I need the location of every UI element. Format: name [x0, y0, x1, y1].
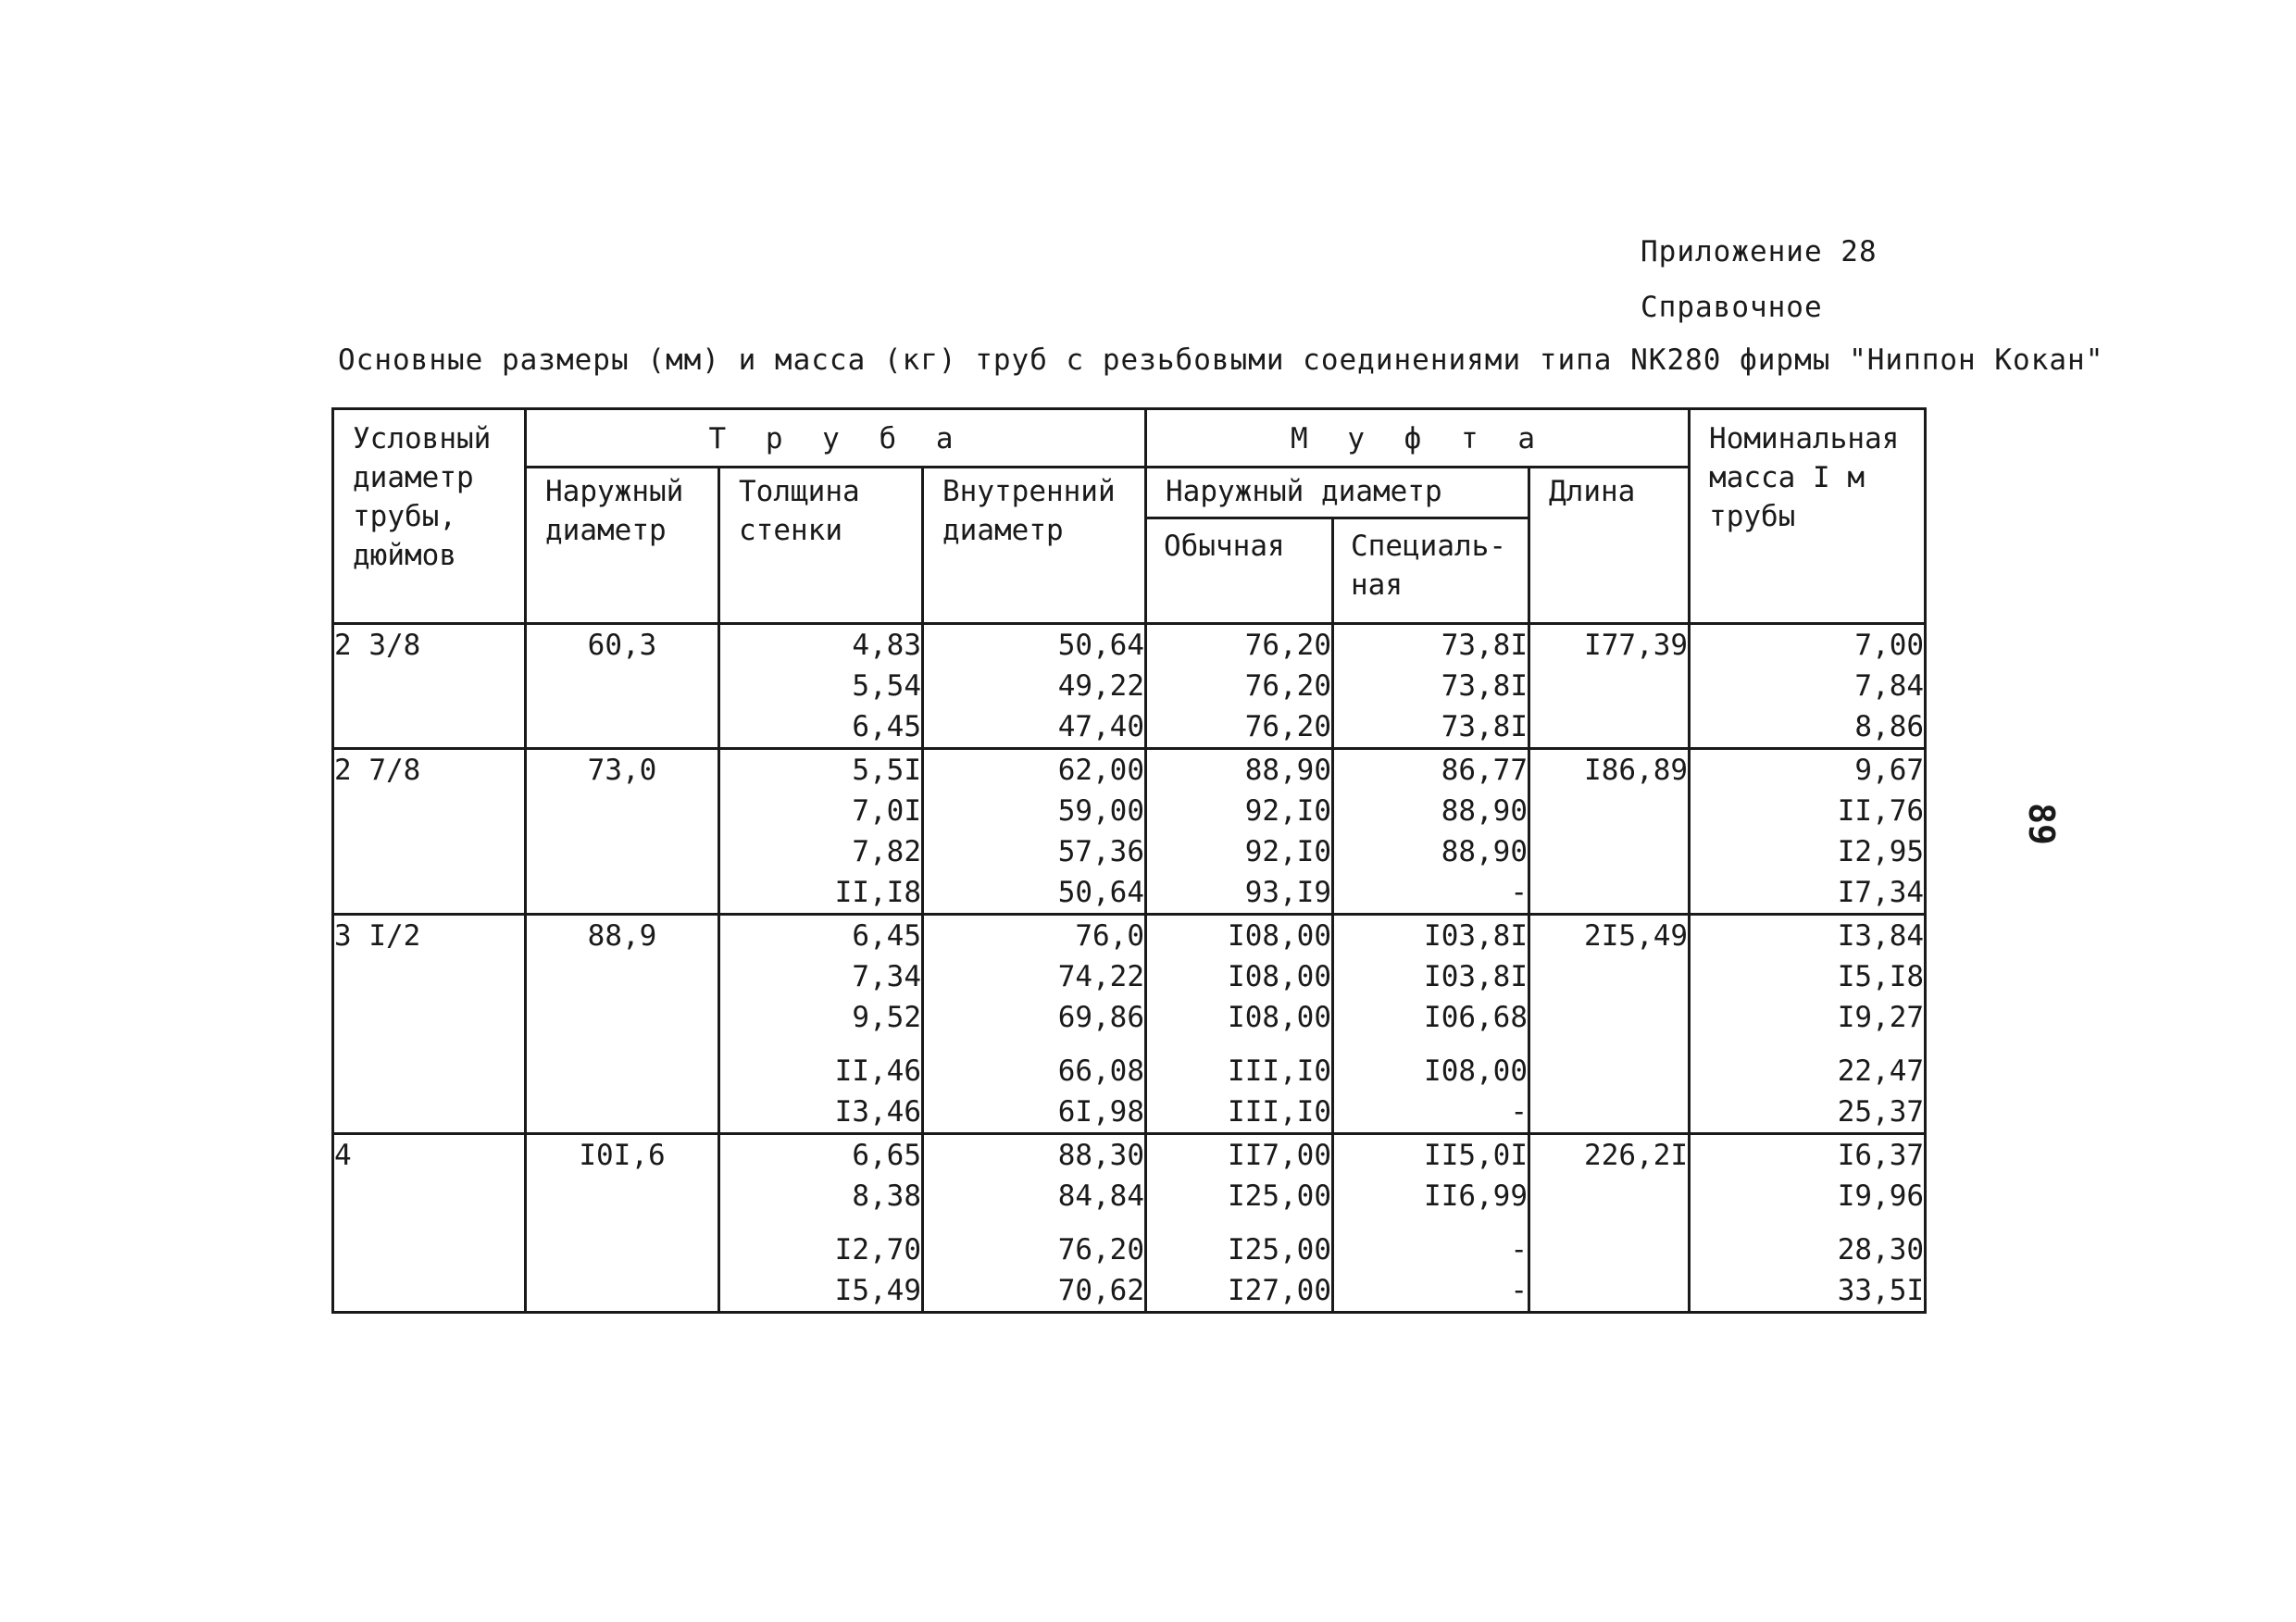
cell-nominal-mass-value: I2,95: [1837, 835, 1925, 868]
cell-coupling-special: [1333, 915, 1529, 1134]
cell-coupling-regular-value: I25,00: [1228, 1233, 1332, 1266]
col-group-pipe: Т р у б а: [526, 409, 1146, 468]
cell-nominal-mass: [1690, 624, 1926, 749]
cell-inner-diameter-value: 57,36: [1057, 835, 1145, 868]
cell-coupling-regular-value: I27,00: [1228, 1274, 1332, 1307]
cell-nominal-mass-value: I3,84: [1837, 919, 1925, 953]
table-row: [333, 915, 1926, 1134]
cell-inner-diameter: [923, 1134, 1146, 1313]
cell-outer-diameter: I0I,6: [526, 1134, 719, 1313]
cell-coupling-special-value: I06,68: [1424, 1001, 1529, 1034]
cell-coupling-regular: [1146, 915, 1333, 1134]
cell-coupling-length: 2I5,49: [1529, 915, 1690, 1134]
cell-nominal-diameter: 3 I/2: [333, 915, 526, 1134]
cell-nominal-mass-value: 7,00: [1854, 629, 1925, 662]
cell-nominal-mass-value: 22,47: [1837, 1054, 1925, 1088]
pipe-dimensions-table: [331, 407, 1927, 1314]
cell-nominal-mass-value: I7,34: [1837, 876, 1925, 909]
cell-inner-diameter: [923, 749, 1146, 915]
col-header-nominal-diameter: Условный диаметр трубы, дюймов: [333, 409, 526, 624]
cell-wall-thickness-value: I5,49: [834, 1274, 921, 1307]
cell-wall-thickness-value: II,I8: [834, 876, 921, 909]
cell-nominal-mass-value: I5,I8: [1837, 960, 1925, 993]
cell-nominal-mass-value: 25,37: [1837, 1095, 1925, 1129]
cell-coupling-regular: [1146, 1134, 1333, 1313]
cell-nominal-diameter: 2 7/8: [333, 749, 526, 915]
cell-nominal-mass-value: 7,84: [1854, 669, 1925, 703]
table-row: [333, 749, 1926, 915]
cell-wall-thickness-value: 6,65: [852, 1139, 921, 1172]
cell-wall-thickness-value: I3,46: [834, 1095, 921, 1129]
cell-coupling-regular-value: 76,20: [1244, 669, 1332, 703]
col-header-wall-thickness: Толщина стенки: [719, 468, 923, 624]
cell-nominal-mass-value: 8,86: [1854, 710, 1925, 743]
page-number: 89: [2020, 803, 2062, 845]
cell-coupling-special-value: 73,8I: [1441, 629, 1529, 662]
cell-coupling-special: [1333, 624, 1529, 749]
cell-wall-thickness-value: 7,0I: [852, 794, 921, 828]
cell-coupling-special-value: II5,0I: [1424, 1139, 1529, 1172]
cell-wall-thickness-value: 5,54: [852, 669, 921, 703]
cell-coupling-length: I77,39: [1529, 624, 1690, 749]
cell-nominal-mass: [1690, 1134, 1926, 1313]
cell-wall-thickness: [719, 1134, 923, 1313]
cell-wall-thickness-value: I2,70: [834, 1233, 921, 1266]
cell-inner-diameter-value: 70,62: [1057, 1274, 1145, 1307]
table-row: [333, 624, 1926, 749]
cell-nominal-mass-value: I9,96: [1837, 1179, 1925, 1213]
table-row: [333, 1134, 1926, 1313]
cell-coupling-special-value: 73,8I: [1441, 710, 1529, 743]
cell-coupling-regular-value: 92,I0: [1244, 835, 1332, 868]
cell-coupling-regular: [1146, 624, 1333, 749]
cell-wall-thickness: [719, 624, 923, 749]
cell-coupling-regular-value: 92,I0: [1244, 794, 1332, 828]
cell-nominal-mass-value: II,76: [1837, 794, 1925, 828]
cell-coupling-regular-value: 76,20: [1244, 629, 1332, 662]
cell-nominal-mass: [1690, 749, 1926, 915]
cell-inner-diameter-value: 59,00: [1057, 794, 1145, 828]
appendix-label: Приложение 28: [1641, 235, 1878, 268]
cell-wall-thickness-value: 6,45: [852, 919, 921, 953]
cell-coupling-regular-value: III,I0: [1228, 1095, 1332, 1129]
col-group-coupling: М у ф т а: [1146, 409, 1690, 468]
cell-nominal-mass-value: 9,67: [1854, 754, 1925, 787]
col-header-regular: Обычная: [1146, 518, 1333, 624]
cell-nominal-mass-value: 33,5I: [1837, 1274, 1925, 1307]
cell-outer-diameter: 73,0: [526, 749, 719, 915]
cell-inner-diameter-value: 66,08: [1057, 1054, 1145, 1088]
cell-coupling-regular-value: I08,00: [1228, 1001, 1332, 1034]
cell-inner-diameter-value: 47,40: [1057, 710, 1145, 743]
cell-wall-thickness-value: 4,83: [852, 629, 921, 662]
cell-coupling-regular-value: 93,I9: [1244, 876, 1332, 909]
header-row-1: [333, 409, 1926, 468]
cell-coupling-regular-value: 76,20: [1244, 710, 1332, 743]
reference-label: Справочное: [1641, 291, 1823, 324]
cell-coupling-special-value: I08,00: [1424, 1054, 1529, 1088]
cell-coupling-regular-value: 88,90: [1244, 754, 1332, 787]
cell-inner-diameter-value: 49,22: [1057, 669, 1145, 703]
cell-nominal-diameter: 2 3/8: [333, 624, 526, 749]
cell-coupling-special-value: 86,77: [1441, 754, 1529, 787]
col-header-nominal-mass: Номинальная масса I м трубы: [1690, 409, 1926, 624]
cell-coupling-special-value: I03,8I: [1424, 919, 1529, 953]
cell-inner-diameter-value: 6I,98: [1057, 1095, 1145, 1129]
cell-coupling-special: [1333, 749, 1529, 915]
cell-inner-diameter: [923, 915, 1146, 1134]
document-title: Основные размеры (мм) и масса (кг) труб с резьбовыми соединениями типа NK280 фирмы "Ниппон Кокан": [338, 343, 2104, 377]
cell-coupling-special-value: -: [1510, 876, 1529, 909]
cell-inner-diameter-value: 69,86: [1057, 1001, 1145, 1034]
cell-inner-diameter: [923, 624, 1146, 749]
col-header-special: Специаль-ная: [1333, 518, 1529, 624]
col-header-inner-diameter: Внутренний диаметр: [923, 468, 1146, 624]
cell-inner-diameter-value: 50,64: [1057, 876, 1145, 909]
cell-inner-diameter-value: 76,20: [1057, 1233, 1145, 1266]
col-header-outer-diameter: Наружный диаметр: [526, 468, 719, 624]
cell-wall-thickness-value: 8,38: [852, 1179, 921, 1213]
cell-inner-diameter-value: 62,00: [1057, 754, 1145, 787]
cell-wall-thickness-value: 7,34: [852, 960, 921, 993]
cell-inner-diameter-value: 74,22: [1057, 960, 1145, 993]
cell-inner-diameter-value: 50,64: [1057, 629, 1145, 662]
cell-nominal-diameter: 4: [333, 1134, 526, 1313]
cell-coupling-special-value: 88,90: [1441, 794, 1529, 828]
cell-outer-diameter: 60,3: [526, 624, 719, 749]
cell-nominal-mass-value: I9,27: [1837, 1001, 1925, 1034]
col-header-coupling-outer-diameter: Наружный диаметр: [1146, 468, 1529, 518]
cell-outer-diameter: 88,9: [526, 915, 719, 1134]
header-row-2: [333, 468, 1926, 518]
cell-coupling-special-value: 73,8I: [1441, 669, 1529, 703]
cell-coupling-special-value: -: [1510, 1233, 1529, 1266]
cell-coupling-regular-value: II7,00: [1228, 1139, 1332, 1172]
cell-coupling-regular-value: I08,00: [1228, 960, 1332, 993]
cell-coupling-length: 226,2I: [1529, 1134, 1690, 1313]
cell-wall-thickness-value: II,46: [834, 1054, 921, 1088]
cell-coupling-special-value: I03,8I: [1424, 960, 1529, 993]
cell-inner-diameter-value: 76,0: [1075, 919, 1145, 953]
cell-wall-thickness-value: 7,82: [852, 835, 921, 868]
cell-coupling-special-value: -: [1510, 1274, 1529, 1307]
cell-inner-diameter-value: 84,84: [1057, 1179, 1145, 1213]
cell-coupling-special: [1333, 1134, 1529, 1313]
cell-coupling-special-value: -: [1510, 1095, 1529, 1129]
cell-wall-thickness-value: 6,45: [852, 710, 921, 743]
cell-coupling-length: I86,89: [1529, 749, 1690, 915]
cell-nominal-mass: [1690, 915, 1926, 1134]
cell-wall-thickness-value: 5,5I: [852, 754, 921, 787]
cell-coupling-regular: [1146, 749, 1333, 915]
cell-nominal-mass-value: 28,30: [1837, 1233, 1925, 1266]
cell-coupling-regular-value: I08,00: [1228, 919, 1332, 953]
cell-coupling-special-value: 88,90: [1441, 835, 1529, 868]
cell-inner-diameter-value: 88,30: [1057, 1139, 1145, 1172]
cell-wall-thickness: [719, 915, 923, 1134]
cell-wall-thickness-value: 9,52: [852, 1001, 921, 1034]
col-header-length: Длина: [1529, 468, 1690, 624]
cell-nominal-mass-value: I6,37: [1837, 1139, 1925, 1172]
cell-wall-thickness: [719, 749, 923, 915]
cell-coupling-special-value: II6,99: [1424, 1179, 1529, 1213]
cell-coupling-regular-value: III,I0: [1228, 1054, 1332, 1088]
cell-coupling-regular-value: I25,00: [1228, 1179, 1332, 1213]
